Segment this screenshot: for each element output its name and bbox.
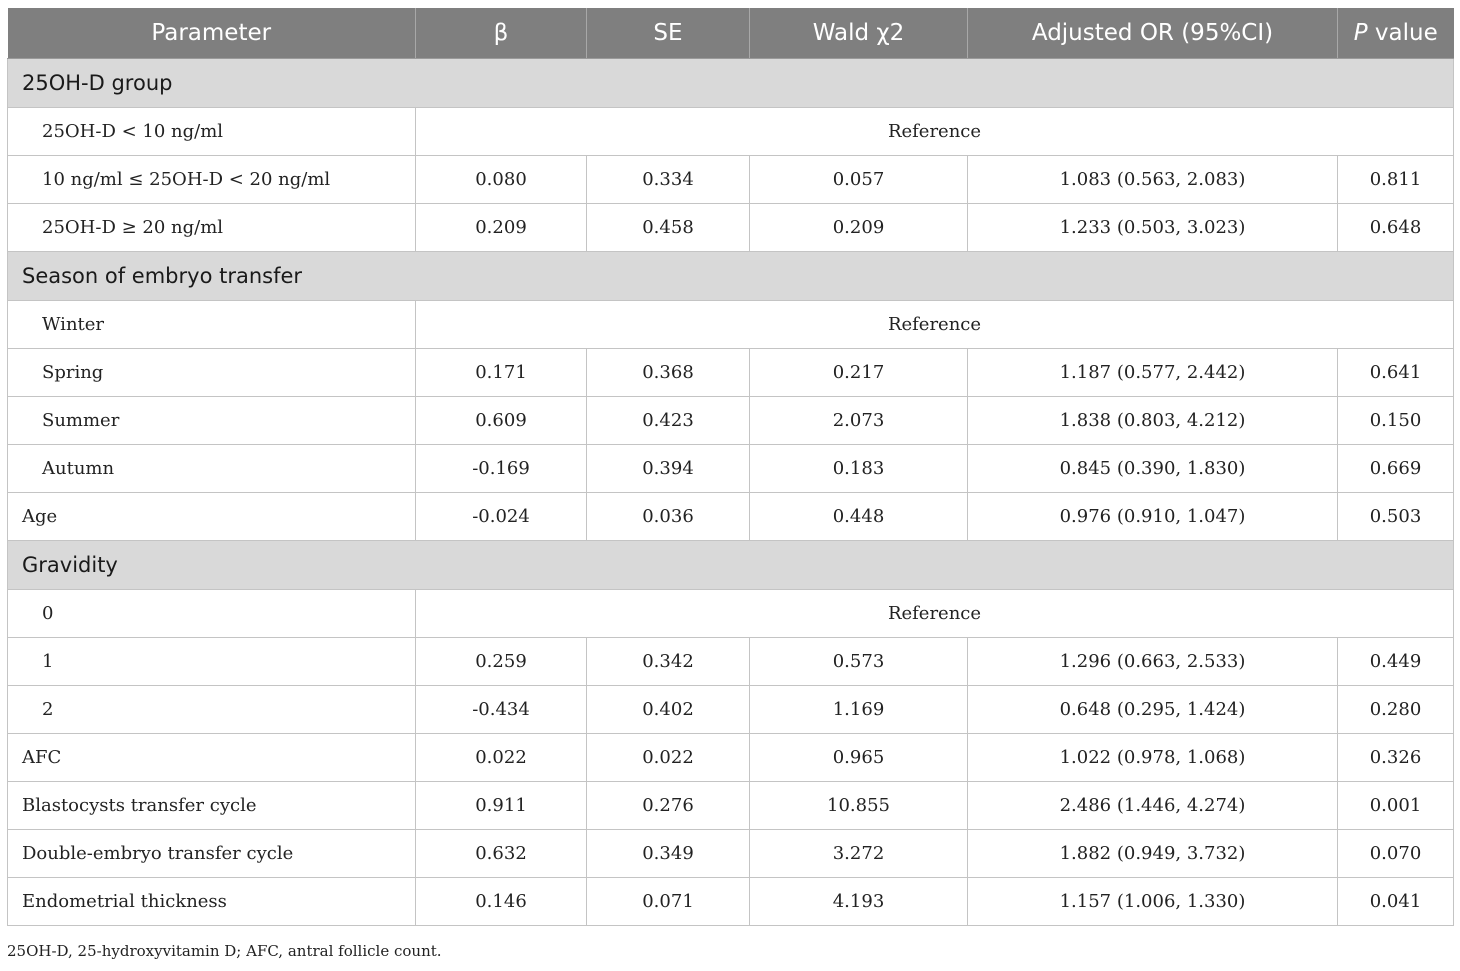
p-value-cell: 0.641 bbox=[1338, 349, 1454, 397]
parameter-cell: Autumn bbox=[8, 445, 416, 493]
p-value-cell: 0.001 bbox=[1338, 782, 1454, 830]
wald-cell: 0.209 bbox=[750, 204, 968, 252]
reference-cell: Reference bbox=[416, 108, 1454, 156]
wald-cell: 4.193 bbox=[750, 878, 968, 926]
table-row bbox=[8, 349, 1454, 397]
p-value-cell: 0.503 bbox=[1338, 493, 1454, 541]
header-beta: β bbox=[416, 8, 587, 59]
header-adjusted-or: Adjusted OR (95%CI) bbox=[968, 8, 1338, 59]
se-cell: 0.071 bbox=[587, 878, 750, 926]
adjusted-or-cell: 0.976 (0.910, 1.047) bbox=[968, 493, 1338, 541]
table-row bbox=[8, 108, 1454, 156]
results-table-container bbox=[7, 8, 1453, 926]
adjusted-or-cell: 1.296 (0.663, 2.533) bbox=[968, 638, 1338, 686]
parameter-cell: 25OH-D ≥ 20 ng/ml bbox=[8, 204, 416, 252]
adjusted-or-cell: 0.845 (0.390, 1.830) bbox=[968, 445, 1338, 493]
header-p-suffix: value bbox=[1374, 20, 1438, 46]
parameter-cell: Double-embryo transfer cycle bbox=[8, 830, 416, 878]
adjusted-or-cell: 2.486 (1.446, 4.274) bbox=[968, 782, 1338, 830]
parameter-cell: Winter bbox=[8, 301, 416, 349]
parameter-cell: Spring bbox=[8, 349, 416, 397]
header-p-value bbox=[1338, 8, 1454, 59]
p-value-cell: 0.326 bbox=[1338, 734, 1454, 782]
adjusted-or-cell: 1.083 (0.563, 2.083) bbox=[968, 156, 1338, 204]
adjusted-or-cell: 1.022 (0.978, 1.068) bbox=[968, 734, 1338, 782]
group-label: Gravidity bbox=[8, 541, 1454, 590]
group-label: 25OH-D group bbox=[8, 59, 1454, 108]
p-value-cell: 0.041 bbox=[1338, 878, 1454, 926]
table-row bbox=[8, 734, 1454, 782]
p-value-cell: 0.070 bbox=[1338, 830, 1454, 878]
beta-cell: 0.080 bbox=[416, 156, 587, 204]
wald-cell: 2.073 bbox=[750, 397, 968, 445]
parameter-cell: Blastocysts transfer cycle bbox=[8, 782, 416, 830]
adjusted-or-cell: 0.648 (0.295, 1.424) bbox=[968, 686, 1338, 734]
se-cell: 0.036 bbox=[587, 493, 750, 541]
wald-cell: 3.272 bbox=[750, 830, 968, 878]
adjusted-or-cell: 1.157 (1.006, 1.330) bbox=[968, 878, 1338, 926]
se-cell: 0.022 bbox=[587, 734, 750, 782]
p-value-cell: 0.648 bbox=[1338, 204, 1454, 252]
beta-cell: 0.609 bbox=[416, 397, 587, 445]
beta-cell: -0.434 bbox=[416, 686, 587, 734]
wald-cell: 0.448 bbox=[750, 493, 968, 541]
wald-cell: 0.573 bbox=[750, 638, 968, 686]
parameter-cell: 0 bbox=[8, 590, 416, 638]
group-label: Season of embryo transfer bbox=[8, 252, 1454, 301]
wald-cell: 10.855 bbox=[750, 782, 968, 830]
group-header-row bbox=[8, 541, 1454, 590]
table-footnote: 25OH-D, 25-hydroxyvitamin D; AFC, antral follicle count. bbox=[7, 942, 442, 960]
se-cell: 0.349 bbox=[587, 830, 750, 878]
table-row bbox=[8, 638, 1454, 686]
parameter-cell: 2 bbox=[8, 686, 416, 734]
adjusted-or-cell: 1.187 (0.577, 2.442) bbox=[968, 349, 1338, 397]
se-cell: 0.276 bbox=[587, 782, 750, 830]
beta-cell: -0.169 bbox=[416, 445, 587, 493]
beta-cell: 0.259 bbox=[416, 638, 587, 686]
wald-cell: 0.183 bbox=[750, 445, 968, 493]
wald-cell: 1.169 bbox=[750, 686, 968, 734]
se-cell: 0.394 bbox=[587, 445, 750, 493]
table-row bbox=[8, 686, 1454, 734]
table-body bbox=[8, 59, 1454, 926]
se-cell: 0.368 bbox=[587, 349, 750, 397]
table-row bbox=[8, 397, 1454, 445]
adjusted-or-cell: 1.233 (0.503, 3.023) bbox=[968, 204, 1338, 252]
p-value-cell: 0.669 bbox=[1338, 445, 1454, 493]
se-cell: 0.423 bbox=[587, 397, 750, 445]
group-header-row bbox=[8, 59, 1454, 108]
header-p-italic: P bbox=[1353, 20, 1368, 46]
header-se: SE bbox=[587, 8, 750, 59]
beta-cell: 0.209 bbox=[416, 204, 587, 252]
beta-cell: 0.171 bbox=[416, 349, 587, 397]
table-row bbox=[8, 156, 1454, 204]
reference-cell: Reference bbox=[416, 590, 1454, 638]
se-cell: 0.458 bbox=[587, 204, 750, 252]
p-value-cell: 0.280 bbox=[1338, 686, 1454, 734]
parameter-cell: 10 ng/ml ≤ 25OH-D < 20 ng/ml bbox=[8, 156, 416, 204]
parameter-cell: Endometrial thickness bbox=[8, 878, 416, 926]
parameter-cell: 1 bbox=[8, 638, 416, 686]
header-row bbox=[8, 8, 1454, 59]
table-row bbox=[8, 782, 1454, 830]
table-row bbox=[8, 301, 1454, 349]
wald-cell: 0.965 bbox=[750, 734, 968, 782]
parameter-cell: AFC bbox=[8, 734, 416, 782]
table-row bbox=[8, 445, 1454, 493]
reference-cell: Reference bbox=[416, 301, 1454, 349]
table-row bbox=[8, 878, 1454, 926]
wald-cell: 0.057 bbox=[750, 156, 968, 204]
adjusted-or-cell: 1.838 (0.803, 4.212) bbox=[968, 397, 1338, 445]
parameter-cell: Summer bbox=[8, 397, 416, 445]
beta-cell: 0.632 bbox=[416, 830, 587, 878]
parameter-cell: Age bbox=[8, 493, 416, 541]
beta-cell: 0.146 bbox=[416, 878, 587, 926]
parameter-cell: 25OH-D < 10 ng/ml bbox=[8, 108, 416, 156]
beta-cell: -0.024 bbox=[416, 493, 587, 541]
table-row bbox=[8, 204, 1454, 252]
table-row bbox=[8, 590, 1454, 638]
group-header-row bbox=[8, 252, 1454, 301]
wald-cell: 0.217 bbox=[750, 349, 968, 397]
regression-table bbox=[7, 8, 1454, 926]
se-cell: 0.334 bbox=[587, 156, 750, 204]
beta-cell: 0.911 bbox=[416, 782, 587, 830]
header-wald: Wald χ2 bbox=[750, 8, 968, 59]
p-value-cell: 0.150 bbox=[1338, 397, 1454, 445]
se-cell: 0.402 bbox=[587, 686, 750, 734]
adjusted-or-cell: 1.882 (0.949, 3.732) bbox=[968, 830, 1338, 878]
table-row bbox=[8, 830, 1454, 878]
p-value-cell: 0.449 bbox=[1338, 638, 1454, 686]
p-value-cell: 0.811 bbox=[1338, 156, 1454, 204]
se-cell: 0.342 bbox=[587, 638, 750, 686]
table-row bbox=[8, 493, 1454, 541]
beta-cell: 0.022 bbox=[416, 734, 587, 782]
header-parameter: Parameter bbox=[8, 8, 416, 59]
